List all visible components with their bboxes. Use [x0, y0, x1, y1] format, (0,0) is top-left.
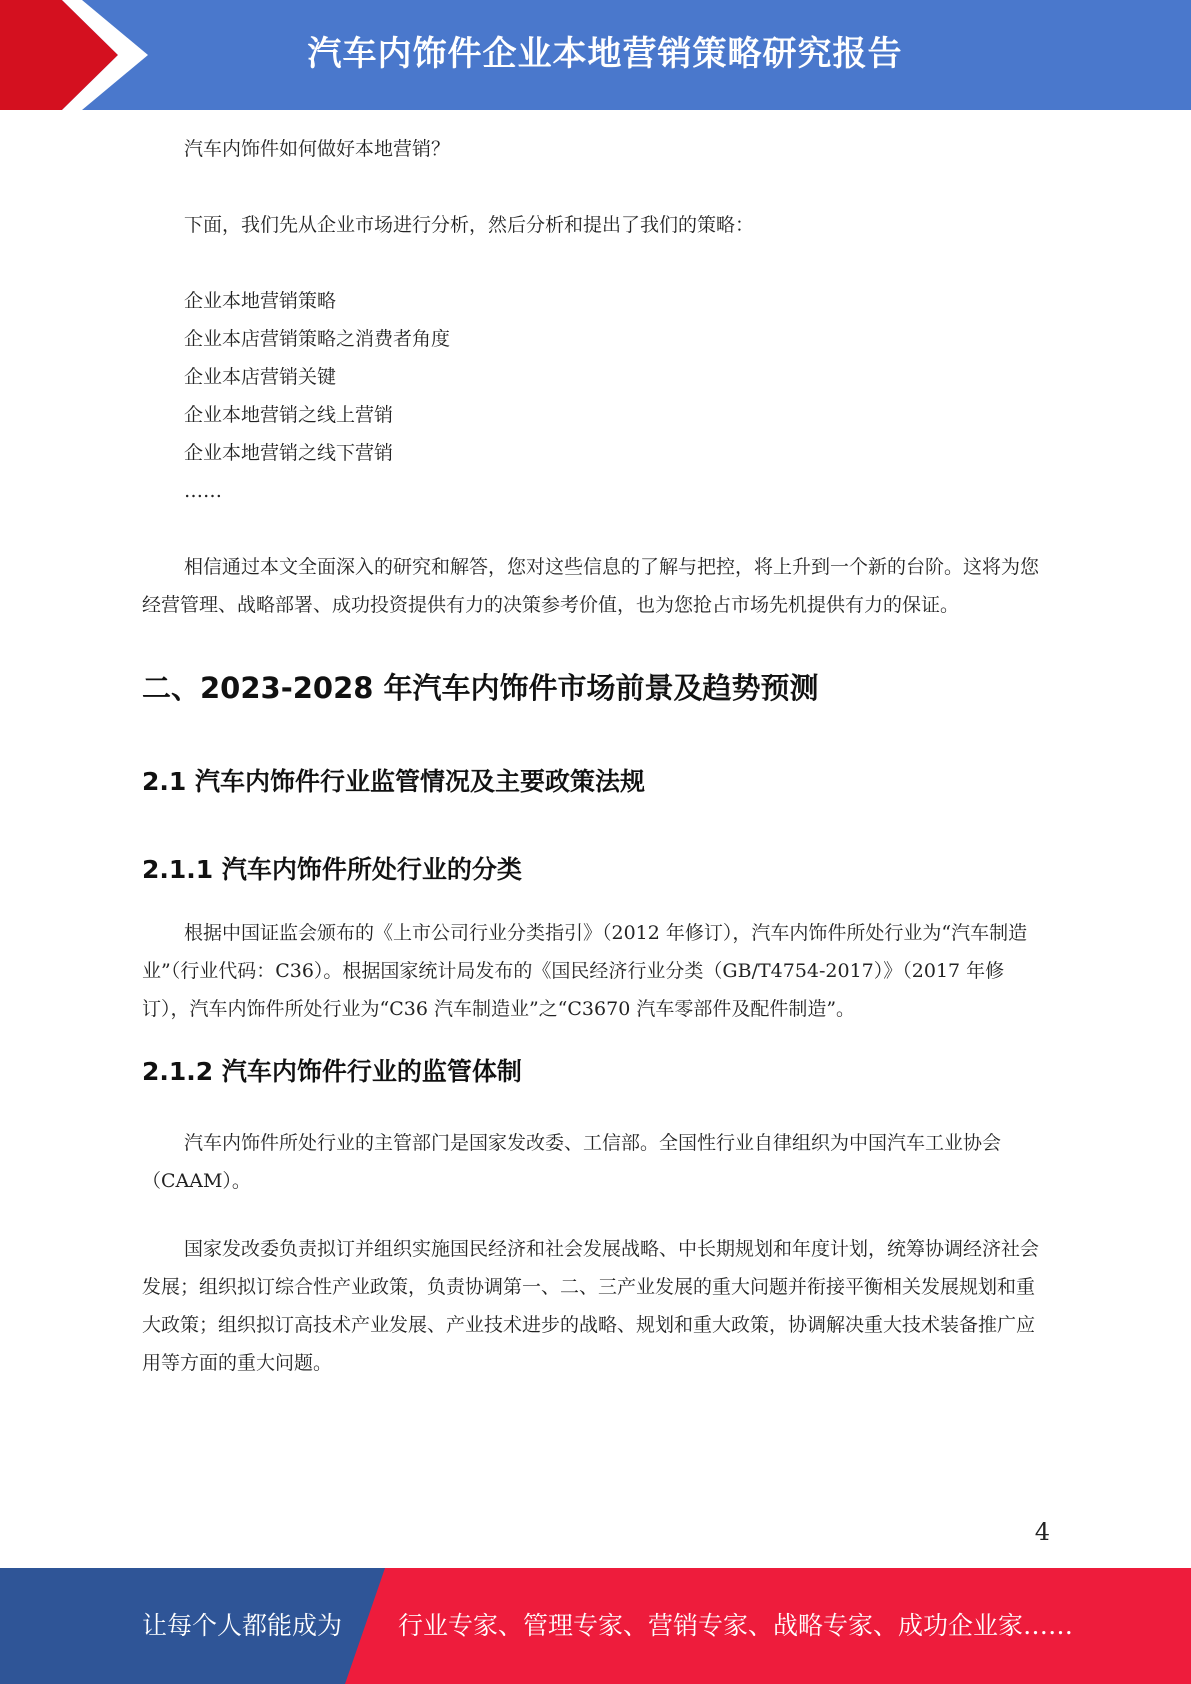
footer-slogan-left: 让每个人都能成为 [142, 1611, 343, 1640]
strategy-list [142, 282, 1047, 510]
classification-paragraph: 根据中国证监会颁布的《上市公司行业分类指引》（2012 年修订），汽车内饰件所处行业为“汽车制造业”（行业代码：C36）。根据国家统计局发布的《国民经济行业分类（GB/T4754-2017）》（2017 年修订），汽车内饰件所处行业为“C36 汽车制造业”之“C3670 汽车零部件及配件制造”。 [142, 922, 1028, 1020]
footer-slogan-right: 行业专家、管理专家、营销专家、战略专家、成功企业家…… [398, 1611, 1074, 1640]
list-item: …… [184, 480, 222, 502]
list-item: 企业本地营销策略 [184, 290, 337, 312]
page-content [142, 130, 1047, 1382]
intro-lead: 下面，我们先从企业市场进行分析，然后分析和提出了我们的策略： [184, 214, 755, 236]
page-footer [0, 1568, 1191, 1684]
subsection-heading: 2.1 汽车内饰件行业监管情况及主要政策法规 [142, 767, 645, 796]
page-number: 4 [1034, 1518, 1050, 1546]
section-heading: 二、2023-2028 年汽车内饰件市场前景及趋势预测 [142, 671, 819, 705]
subsubsection-heading: 2.1.2 汽车内饰件行业的监管体制 [142, 1057, 522, 1086]
subsubsection-heading: 2.1.1 汽车内饰件所处行业的分类 [142, 855, 522, 884]
list-item: 企业本地营销之线下营销 [184, 442, 394, 464]
intro-question: 汽车内饰件如何做好本地营销？ [184, 138, 451, 160]
page-header [0, 0, 1191, 110]
report-title: 汽车内饰件企业本地营销策略研究报告 [307, 34, 903, 74]
list-item: 企业本店营销策略之消费者角度 [184, 328, 451, 350]
ndrc-duties-paragraph: 国家发改委负责拟订并组织实施国民经济和社会发展战略、中长期规划和年度计划，统筹协调经济社会发展；组织拟订综合性产业政策，负责协调第一、二、三产业发展的重大问题并衔接平衡相关发展规划和重大政策；组织拟订高技术产业发展、产业技术进步的战略、规划和重大政策，协调解决重大技术装备推广应用等方面的重大问题。 [142, 1238, 1040, 1374]
list-item: 企业本店营销关键 [184, 366, 337, 388]
list-item: 企业本地营销之线上营销 [184, 404, 394, 426]
regulator-paragraph: 汽车内饰件所处行业的主管部门是国家发改委、工信部。全国性行业自律组织为中国汽车工业协会（CAAM）。 [142, 1132, 1002, 1192]
intro-closing-paragraph: 相信通过本文全面深入的研究和解答，您对这些信息的了解与把控，将上升到一个新的台阶。这将为您经营管理、战略部署、成功投资提供有力的决策参考价值，也为您抢占市场先机提供有力的保证。 [142, 556, 1040, 616]
